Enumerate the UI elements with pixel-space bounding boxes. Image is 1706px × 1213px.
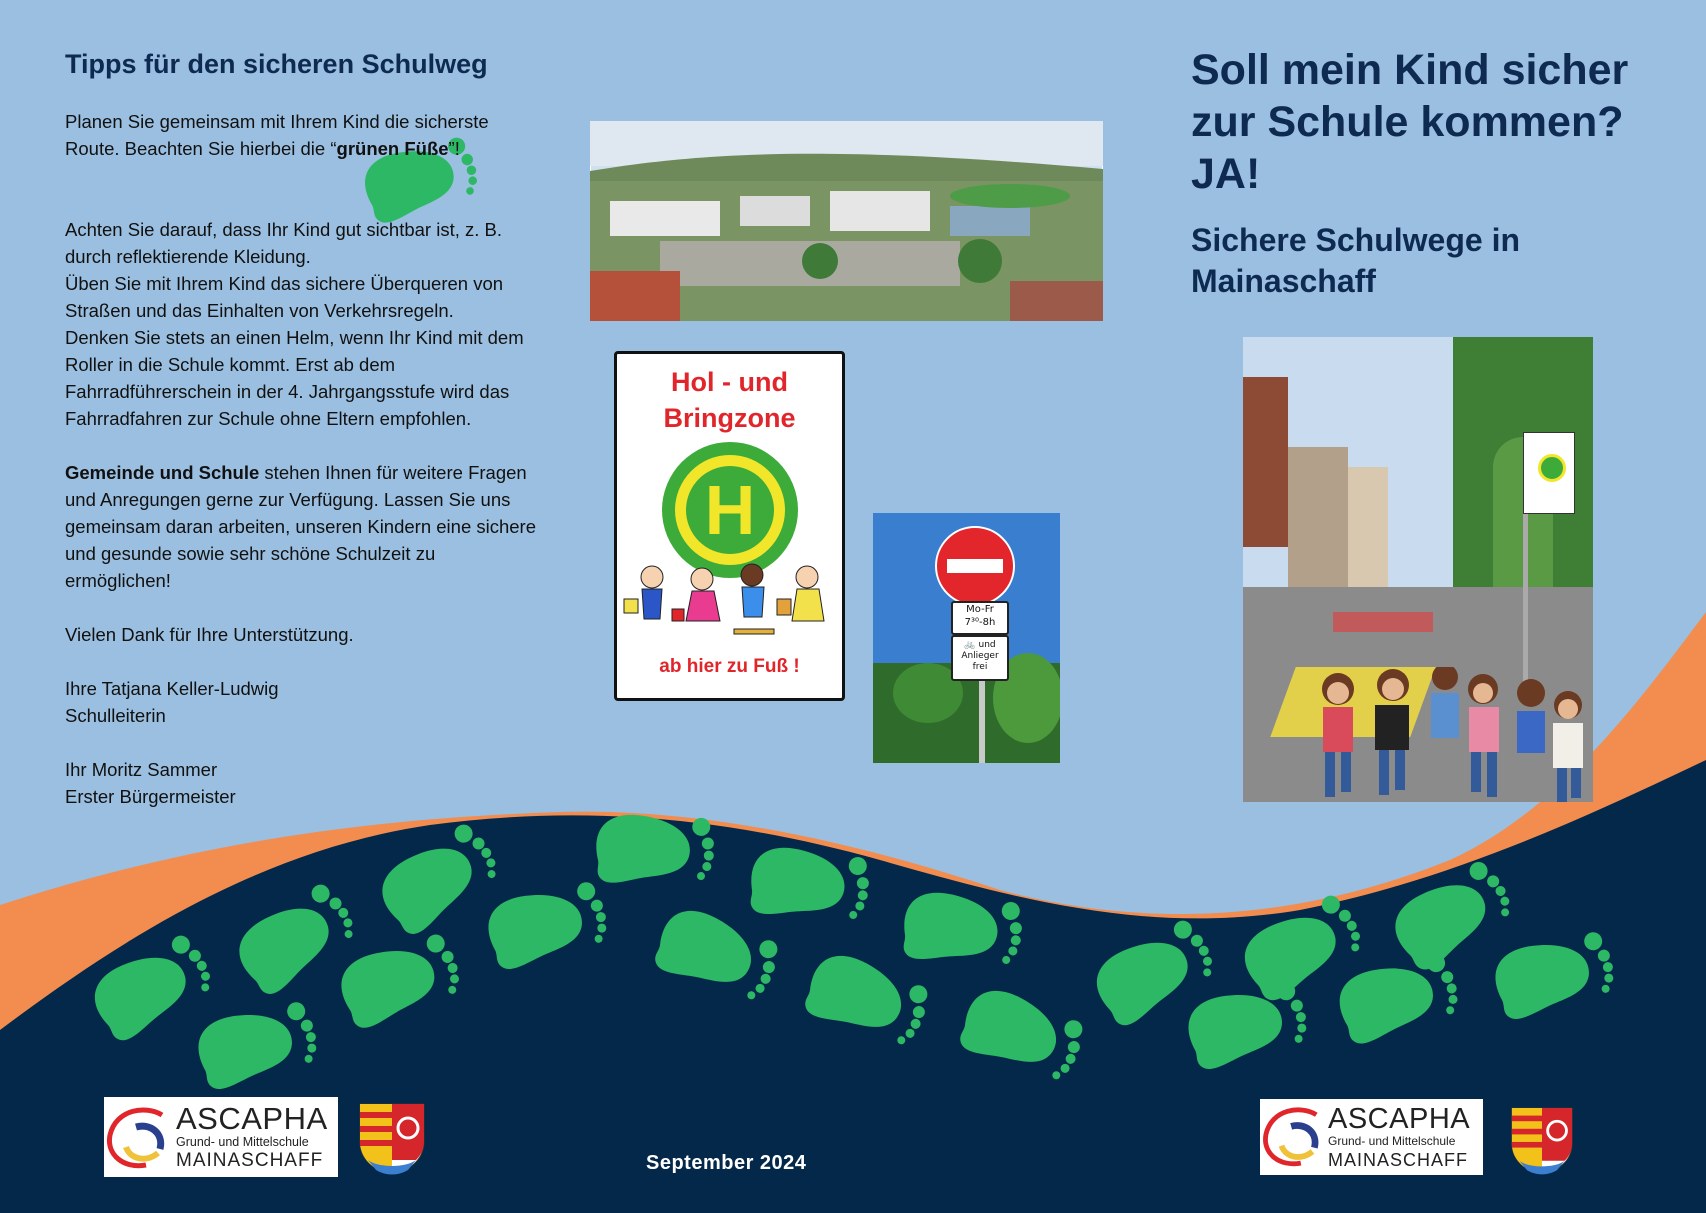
footprint-icon	[1383, 856, 1521, 975]
tip-route-bold: grünen Füße	[336, 138, 449, 159]
tip-route	[65, 108, 545, 162]
coat-of-arms-icon	[1510, 1106, 1574, 1176]
publication-date: September 2024	[646, 1152, 807, 1174]
footprint-icon	[84, 930, 222, 1046]
school-logo-subtitle: Grund- und Mittelschule	[1328, 1134, 1456, 1148]
school-logo-town: MAINASCHAFF	[176, 1150, 324, 1171]
footprint-icon	[648, 897, 786, 1013]
footprint-icon	[334, 931, 467, 1032]
footprint-icon	[1183, 980, 1312, 1072]
community-text: stehen Ihnen für weitere Fragen und Anregungen gerne zur Verfügung. Lassen Sie uns gemeinsam daran arbeiten, unseren Kindern eine sichere und gesunde sowie sehr schöne Schulzeit zu ermöglichen!	[65, 462, 537, 591]
tip-route-text: Planen Sie gemeinsam mit Ihrem Kind die sicherste Route. Beachten Sie hierbei die “	[65, 111, 489, 159]
cover-title	[1191, 44, 1691, 200]
road-sign-residents: Anlieger	[961, 651, 999, 661]
tip-visibility: Achten Sie darauf, dass Ihr Kind gut sichtbar ist, z. B. durch reflektierende Kleidung.	[65, 219, 503, 267]
school-logo-title: ASCAPHA	[176, 1101, 328, 1136]
bus-stop-letter: H	[704, 471, 756, 549]
no-entry-sign-photo	[873, 513, 1060, 763]
footprint-icon	[483, 880, 612, 972]
school-logo-icon	[106, 1107, 176, 1169]
sign-title-line: Hol - und	[671, 367, 788, 397]
cover-title-line: zur Schule kommen?	[1191, 98, 1624, 146]
road-sign-time: 7³⁰-8h	[964, 617, 996, 628]
drop-off-zone-sign	[614, 351, 845, 701]
footprint-icon	[898, 884, 1027, 976]
cover-title-line: JA!	[1191, 150, 1261, 198]
school-aerial-photo	[590, 121, 1103, 321]
footprint-icon	[193, 1000, 322, 1092]
community-paragraph	[65, 459, 545, 594]
signature-principal-role: Schulleiterin	[65, 705, 166, 726]
cover-subtitle-line: Mainaschaff	[1191, 263, 1376, 299]
sign-title-line: Bringzone	[663, 403, 796, 433]
community-bold: Gemeinde und Schule	[65, 462, 260, 483]
tips-column	[65, 46, 545, 810]
school-logo-right	[1260, 1099, 1483, 1175]
coat-of-arms-icon	[358, 1102, 426, 1176]
cover-subtitle	[1191, 220, 1671, 302]
cover-title-line: Soll mein Kind sicher	[1191, 46, 1629, 94]
thanks-text: Vielen Dank für Ihre Unterstützung.	[65, 624, 354, 645]
bicycle-icon: 🚲	[964, 640, 976, 650]
tip-crossing: Üben Sie mit Ihrem Kind das sichere Überqueren von Straßen und das Einhalten von Verkehrsregeln.	[65, 273, 504, 321]
children-street-photo	[1243, 337, 1593, 802]
school-logo-subtitle: Grund- und Mittelschule	[176, 1135, 309, 1149]
school-logo-title: ASCAPHA	[1328, 1103, 1471, 1135]
tip-helmet: Denken Sie stets an einen Helm, wenn Ihr Kind mit dem Roller in die Schule kommt. Erst ab dem Fahrradführerschein in der 4. Jahrgangsstufe wird das Fahrradfahren zur Schule ohne Eltern empfohlen.	[65, 327, 524, 429]
signature-mayor-role: Erster Bürgermeister	[65, 786, 236, 807]
no-entry-icon	[935, 526, 1015, 606]
road-sign-days: Mo-Fr	[966, 604, 994, 615]
footprint-icon	[798, 942, 936, 1058]
footprint-icon	[370, 818, 508, 940]
footprint-icon	[1333, 951, 1464, 1046]
footprint-icon	[1490, 930, 1619, 1022]
school-logo-town: MAINASCHAFF	[1328, 1150, 1469, 1170]
sign-footer-text: ab hier zu Fuß !	[659, 656, 800, 677]
tip-route-end: ”!	[448, 138, 460, 159]
cover-subtitle-line: Sichere Schulwege in	[1191, 222, 1520, 258]
footprint-icon	[593, 809, 717, 891]
footprint-icon	[745, 839, 874, 931]
signature-principal-name: Ihre Tatjana Keller-Ludwig	[65, 678, 279, 699]
school-logo-icon	[1262, 1107, 1330, 1167]
road-sign-and: und	[978, 640, 996, 650]
road-sign-free: frei	[972, 662, 988, 672]
school-logo-left	[104, 1097, 338, 1177]
tips-heading: Tipps für den sicheren Schulweg	[65, 49, 488, 79]
running-children	[1313, 667, 1593, 802]
children-illustration	[622, 559, 837, 644]
footprint-icon	[953, 977, 1091, 1093]
signature-mayor-name: Ihr Moritz Sammer	[65, 759, 218, 780]
bus-stop-icon	[662, 442, 798, 578]
